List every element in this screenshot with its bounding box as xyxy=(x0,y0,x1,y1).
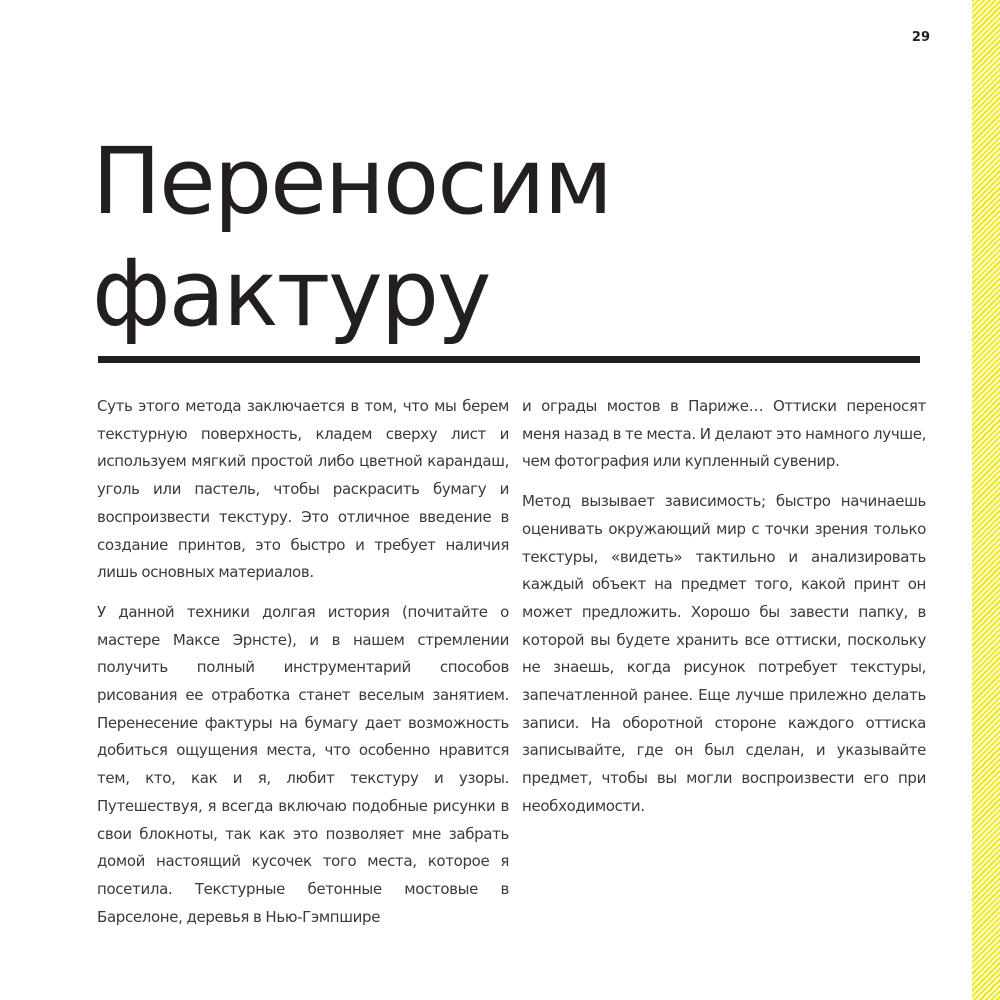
title-divider xyxy=(98,356,920,363)
page-title xyxy=(92,126,611,350)
paragraph: У данной техники долгая история (почитайте о мастере Максе Эрнсте), и в нашем стремлении получить полный инструментарий способов рисования ее отработка станет веселым занятием. Перенесение фактуры на бумагу дает возможность добиться ощущения места, что особенно нравится тем, кто, как и я, любит текстуру и узоры. Путешествуя, я всегда включаю подобные рисунки в свои блокноты, так как это позволяет мне забрать домой настоящий кусочек того места, которое я посетила. Текстурные бетонные мостовые в Барселоне, деревья в Нью-Гэмпшире xyxy=(97,602,509,926)
title-line-1: Переносим xyxy=(92,128,611,235)
text-column-right xyxy=(522,393,926,833)
page-number: 29 xyxy=(911,30,930,45)
paragraph: и ограды мостов в Париже… Оттиски переносят меня назад в те места. И делают это намного лучше, чем фотография или купленный сувенир. xyxy=(522,397,926,471)
title-line-2: фактуру xyxy=(92,240,490,347)
decorative-edge-stripe xyxy=(972,0,1000,1000)
paragraph: Метод вызывает зависимость; быстро начинаешь оценивать окружающий мир с точки зрения только текстуры, «видеть» тактильно и анализировать каждый объект на предмет того, какой принт он может предложить. Хорошо бы завести папку, в которой вы будете хранить все оттиски, поскольку не знаешь, когда рисунок потребует текстуры, запечатленной ранее. Еще лучше прилежно делать записи. На оборотной стороне каждого оттиска записывайте, где он был сделан, и указывайте предмет, чтобы вы могли воспроизвести его при необходимости. xyxy=(522,492,926,815)
text-column-left xyxy=(97,393,509,943)
paragraph: Суть этого метода заключается в том, что мы берем текстурную поверхность, кладем сверху лист и используем мягкий простой либо цветной карандаш, уголь или пастель, чтобы раскрасить бумагу и воспроизвести текстуру. Это отличное введение в создание принтов, это быстро и требует наличия лишь основных материалов. xyxy=(97,397,509,582)
